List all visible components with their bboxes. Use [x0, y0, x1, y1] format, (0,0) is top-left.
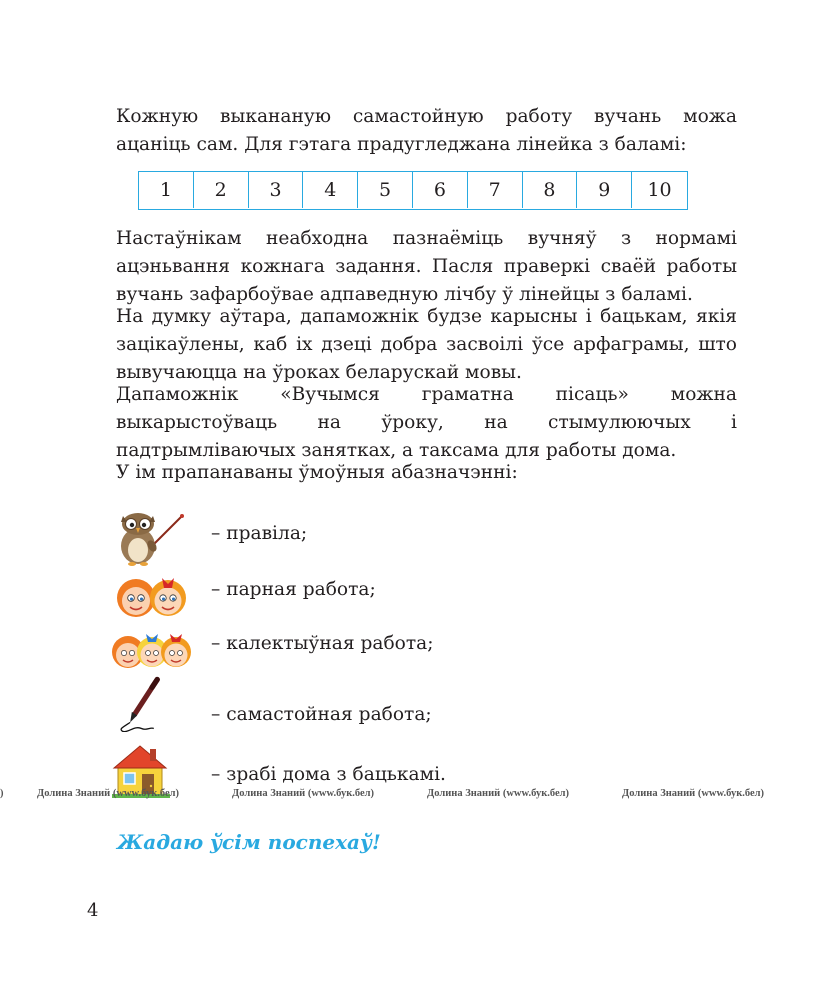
score-cell: 1	[139, 172, 194, 208]
watermark-strip	[0, 788, 815, 804]
score-cell: 3	[249, 172, 304, 208]
watermark: Долина Знаний (www.бук.бел)	[427, 788, 570, 799]
score-cell: 8	[523, 172, 578, 208]
score-cell: 9	[577, 172, 632, 208]
legend-item-group-work	[110, 620, 730, 676]
score-cell: 6	[413, 172, 468, 208]
score-cell: 4	[303, 172, 358, 208]
owl-teacher-icon	[110, 510, 194, 566]
pair-children-icon	[110, 566, 194, 622]
pen-icon	[110, 676, 194, 732]
score-cell: 2	[194, 172, 249, 208]
score-cell: 7	[468, 172, 523, 208]
watermark: Долина Знаний (www.бук.бел)	[232, 788, 375, 799]
legend-label: – зрабі дома з бацькамі.	[211, 764, 446, 785]
watermark: Долина Знаний (www.бук.бел)	[622, 788, 765, 799]
score-cell: 5	[358, 172, 413, 208]
score-scale	[138, 171, 688, 210]
legend-label: – парная работа;	[211, 579, 376, 600]
group-children-icon	[110, 620, 194, 676]
intro-paragraph-4: Дапаможнік «Вучымся граматна пісаць» можна выкарыстоўваць на ўроку, на стымулюючых і падтрымліваючых занятках, а таксама для работы дома.	[116, 384, 737, 461]
legend-label: – правіла;	[211, 523, 308, 544]
watermark: Долина Знаний (www.бук.бел)	[37, 788, 180, 799]
intro-paragraph-2: Настаўнікам неабходна пазнаёміць вучняў з нормамі ацэньвання кожнага задання. Пасля праверкі сваёй работы вучань зафарбоўвае адпаведную лічбу ў лінейцы з баламі.	[116, 228, 737, 305]
legend-item-rule	[110, 510, 730, 566]
legend-label: – калектыўная работа;	[211, 633, 434, 654]
page-number: 4	[87, 900, 99, 921]
watermark-partial: )	[0, 788, 4, 799]
score-cell: 10	[647, 179, 672, 201]
legend-item-pair-work	[110, 566, 730, 622]
intro-paragraph-5: У ім прапанаваны ўмоўныя абазначэнні:	[116, 462, 518, 483]
intro-paragraph-3: На думку аўтара, дапаможнік будзе карысны і бацькам, якія зацікаўлены, каб іх дзеці добра засвоілі ўсе арфаграмы, што вывучаюцца на ўроках беларускай мовы.	[116, 306, 737, 383]
legend-label: – самастойная работа;	[211, 704, 432, 725]
closing-wish: Жадаю ўсім поспехаў!	[117, 830, 381, 854]
intro-paragraph-1: Кожную выкананую самастойную работу вучань можа ацаніць сам. Для гэтага прадугледжана лінейка з баламі:	[116, 106, 737, 155]
legend-item-independent-work	[110, 676, 730, 732]
